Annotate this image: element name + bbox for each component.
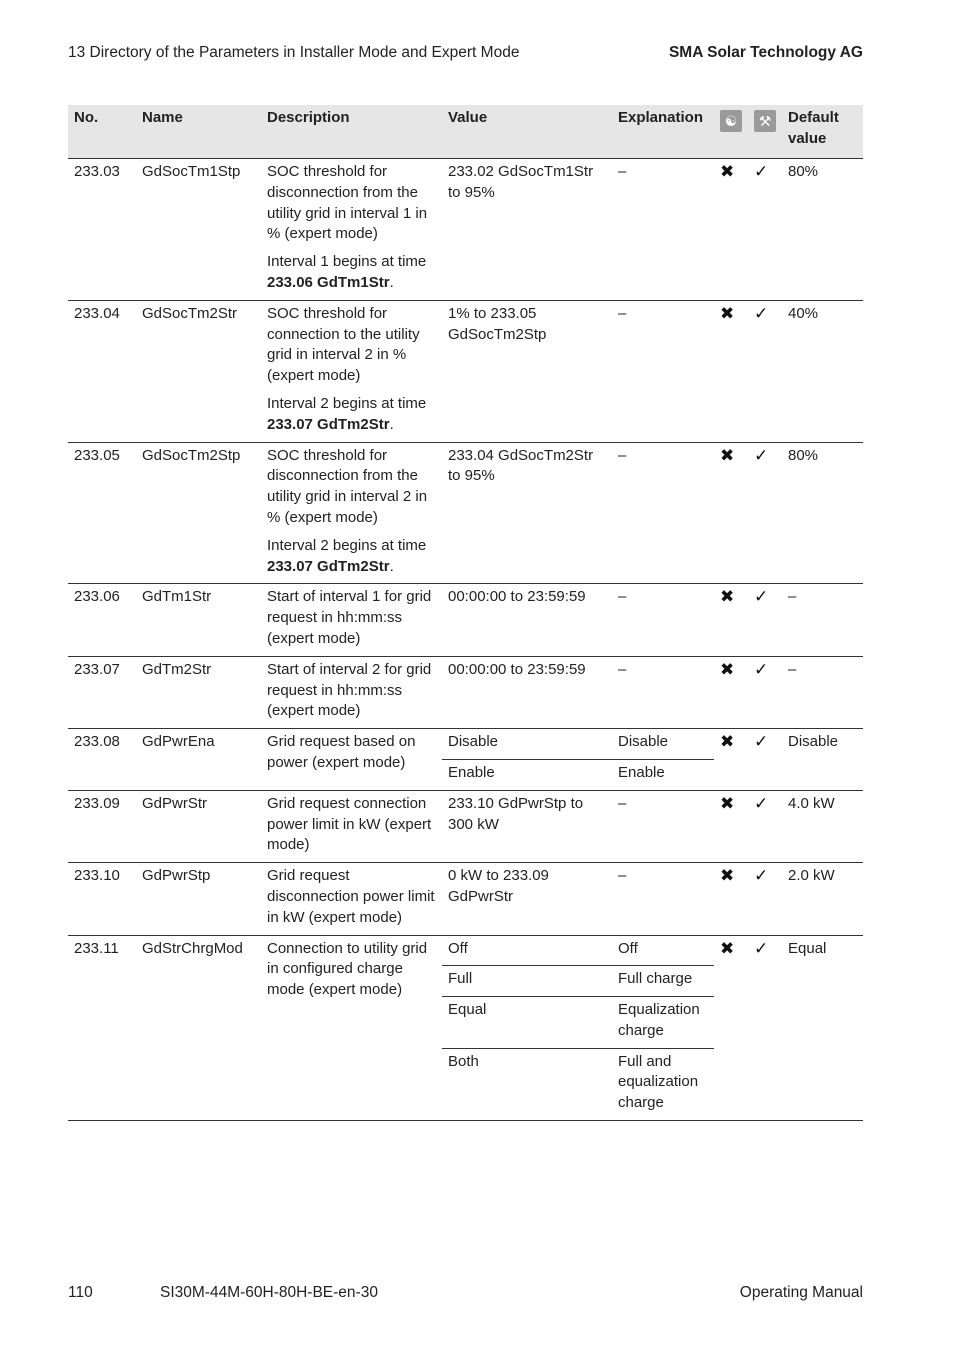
checkmark-icon: ✓ <box>754 866 769 886</box>
cell-value: 233.04 GdSocTm2Str to 95% <box>442 442 612 584</box>
cell-default: 80% <box>782 442 863 584</box>
cell-no: 233.06 <box>68 584 136 656</box>
note-prefix: Interval 2 begins at time <box>267 394 427 412</box>
cell-description <box>261 442 442 584</box>
cell-expert <box>748 442 782 584</box>
table-row <box>68 442 863 584</box>
table-row <box>68 935 863 966</box>
cell-installer <box>714 584 748 656</box>
cell-value: 1% to 233.05 GdSocTm2Stp <box>442 300 612 442</box>
header-name: Name <box>136 105 261 159</box>
header-no: No. <box>68 105 136 159</box>
cell-description: Grid request based on power (expert mode) <box>261 729 442 791</box>
expert-mode-icon: ⚒ <box>754 110 776 132</box>
cell-description: Grid request connection power limit in kW (expert mode) <box>261 790 442 862</box>
cell-name: GdTm1Str <box>136 584 261 656</box>
checkmark-icon: ✓ <box>754 938 769 958</box>
cell-explanation: – <box>612 584 714 656</box>
note-parameter-ref: 233.07 GdTm2Str <box>267 557 390 575</box>
note-parameter-ref: 233.06 GdTm1Str <box>267 273 390 291</box>
cell-expert <box>748 584 782 656</box>
note-suffix: . <box>389 273 394 291</box>
cell-option-explanation: Equalization charge <box>612 997 714 1049</box>
cell-name: GdStrChrgMod <box>136 935 261 1121</box>
cell-explanation: – <box>612 159 714 301</box>
cross-icon: ✖ <box>720 587 735 607</box>
table-row <box>68 656 863 728</box>
table-header-row <box>68 105 863 159</box>
cell-installer <box>714 790 748 862</box>
cell-no: 233.11 <box>68 935 136 1121</box>
cell-description: Start of interval 2 for grid request in hh:mm:ss (expert mode) <box>261 656 442 728</box>
page-header-company: SMA Solar Technology AG <box>668 44 863 61</box>
header-default: Default value <box>782 105 863 159</box>
cell-name: GdSocTm1Stp <box>136 159 261 301</box>
cell-option-explanation: Full and equalization charge <box>612 1048 714 1120</box>
document-id: SI30M-44M-60H-80H-BE-en-30 <box>160 1284 378 1301</box>
cell-name: GdPwrStr <box>136 790 261 862</box>
document-type: Operating Manual <box>739 1284 863 1301</box>
cell-no: 233.10 <box>68 863 136 935</box>
cell-option-explanation: Full charge <box>612 966 714 997</box>
cell-expert <box>748 935 782 1121</box>
cell-no: 233.08 <box>68 729 136 791</box>
cell-option-value: Off <box>442 935 612 966</box>
cross-icon: ✖ <box>720 445 735 465</box>
cell-name: GdSocTm2Str <box>136 300 261 442</box>
cell-value: 233.10 GdPwrStp to 300 kW <box>442 790 612 862</box>
cell-default: – <box>782 656 863 728</box>
cell-option-value: Enable <box>442 759 612 790</box>
cell-default: 40% <box>782 300 863 442</box>
parameter-table <box>68 105 863 1121</box>
note-prefix: Interval 2 begins at time <box>267 536 427 554</box>
cell-explanation: – <box>612 442 714 584</box>
table-row <box>68 584 863 656</box>
cell-default: 2.0 kW <box>782 863 863 935</box>
cell-explanation: – <box>612 300 714 442</box>
cell-expert <box>748 656 782 728</box>
header-explanation: Explanation <box>612 105 714 159</box>
cell-value: 0 kW to 233.09 GdPwrStr <box>442 863 612 935</box>
cross-icon: ✖ <box>720 793 735 813</box>
description-note <box>267 536 436 578</box>
cross-icon: ✖ <box>720 938 735 958</box>
header-value: Value <box>442 105 612 159</box>
cell-default: 80% <box>782 159 863 301</box>
cross-icon: ✖ <box>720 732 735 752</box>
cross-icon: ✖ <box>720 303 735 323</box>
description-note <box>267 252 436 294</box>
cell-expert <box>748 300 782 442</box>
cell-description <box>261 159 442 301</box>
description-text: SOC threshold for connection to the utility grid in interval 2 in % (expert mode) <box>267 304 420 385</box>
checkmark-icon: ✓ <box>754 162 769 181</box>
installer-mode-icon: ☯ <box>720 110 742 132</box>
page-number: 110 <box>68 1284 93 1301</box>
cell-name: GdPwrStp <box>136 863 261 935</box>
table-row <box>68 159 863 301</box>
cell-expert <box>748 790 782 862</box>
cell-default: Disable <box>782 729 863 791</box>
cell-explanation: – <box>612 863 714 935</box>
table-row <box>68 300 863 442</box>
cell-no: 233.07 <box>68 656 136 728</box>
cell-installer <box>714 159 748 301</box>
description-text: SOC threshold for disconnection from the utility grid in interval 2 in % (expert mode) <box>267 446 428 526</box>
checkmark-icon: ✓ <box>754 587 769 607</box>
cell-description <box>261 300 442 442</box>
cell-description: Start of interval 1 for grid request in hh:mm:ss (expert mode) <box>261 584 442 656</box>
cell-option-explanation: Off <box>612 935 714 966</box>
cell-default: Equal <box>782 935 863 1121</box>
cell-installer <box>714 300 748 442</box>
cell-option-value: Both <box>442 1048 612 1120</box>
header-expert <box>748 105 782 159</box>
cell-no: 233.04 <box>68 300 136 442</box>
cross-icon: ✖ <box>720 162 735 181</box>
cell-name: GdTm2Str <box>136 656 261 728</box>
checkmark-icon: ✓ <box>754 303 769 323</box>
cell-expert <box>748 863 782 935</box>
page-header-section: 13 Directory of the Parameters in Installer Mode and Expert Mode <box>68 44 520 61</box>
header-installer <box>714 105 748 159</box>
cell-installer <box>714 935 748 1121</box>
note-prefix: Interval 1 begins at time <box>267 253 427 271</box>
cell-description: Connection to utility grid in configured charge mode (expert mode) <box>261 935 442 1121</box>
cell-installer <box>714 442 748 584</box>
cell-default: – <box>782 584 863 656</box>
cell-expert <box>748 159 782 301</box>
cell-installer <box>714 729 748 791</box>
description-text: SOC threshold for disconnection from the utility grid in interval 1 in % (expert mode) <box>267 163 428 243</box>
note-suffix: . <box>389 557 394 575</box>
cell-value: 00:00:00 to 23:59:59 <box>442 656 612 728</box>
cell-option-explanation: Enable <box>612 759 714 790</box>
cell-description: Grid request disconnection power limit in kW (expert mode) <box>261 863 442 935</box>
table-row <box>68 790 863 862</box>
checkmark-icon: ✓ <box>754 659 769 679</box>
cell-value: 00:00:00 to 23:59:59 <box>442 584 612 656</box>
cell-default: 4.0 kW <box>782 790 863 862</box>
cell-expert <box>748 729 782 791</box>
checkmark-icon: ✓ <box>754 793 769 813</box>
checkmark-icon: ✓ <box>754 445 769 465</box>
cell-option-value: Disable <box>442 729 612 760</box>
cell-option-value: Equal <box>442 997 612 1049</box>
cell-installer <box>714 656 748 728</box>
table-row <box>68 863 863 935</box>
cross-icon: ✖ <box>720 659 735 679</box>
checkmark-icon: ✓ <box>754 732 769 752</box>
cell-option-value: Full <box>442 966 612 997</box>
cell-explanation: – <box>612 790 714 862</box>
cell-installer <box>714 863 748 935</box>
note-parameter-ref: 233.07 GdTm2Str <box>267 415 390 433</box>
note-suffix: . <box>389 415 394 433</box>
cell-name: GdPwrEna <box>136 729 261 791</box>
cell-option-explanation: Disable <box>612 729 714 760</box>
cell-value: 233.02 GdSocTm1Str to 95% <box>442 159 612 301</box>
cell-no: 233.05 <box>68 442 136 584</box>
cell-explanation: – <box>612 656 714 728</box>
header-description: Description <box>261 105 442 159</box>
description-note <box>267 394 436 436</box>
table-row <box>68 729 863 760</box>
cell-no: 233.03 <box>68 159 136 301</box>
cell-name: GdSocTm2Stp <box>136 442 261 584</box>
cross-icon: ✖ <box>720 866 735 886</box>
cell-no: 233.09 <box>68 790 136 862</box>
